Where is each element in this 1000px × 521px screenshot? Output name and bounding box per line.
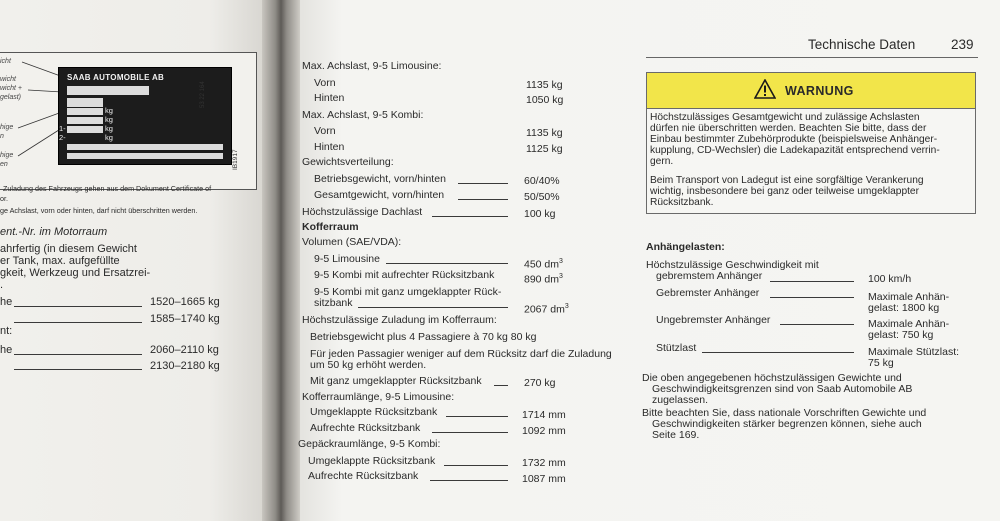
row-value: 1520–1665 kg [150, 296, 220, 308]
warning-box [646, 72, 976, 214]
row-value: 100 kg [524, 208, 556, 220]
row-label: Aufrechte Rücksitzbank [308, 470, 419, 482]
row-value: Maximale Anhän- [868, 291, 950, 303]
warning-line: kupplung, CD-Wechsler) die Ladekapazität entsprechend verrin- [650, 145, 940, 156]
row-label: Mit ganz umgeklappter Rücksitzbank [310, 375, 482, 387]
axle-mark: 2- [59, 133, 66, 142]
row-label: Stützlast [656, 342, 697, 354]
row-value: 60/40% [524, 175, 560, 187]
warning-triangle-icon [754, 79, 776, 99]
plate-field [67, 86, 149, 95]
payload-title: Höchstzulässige Zuladung im Kofferraum: [302, 314, 497, 326]
plate-code-vertical: 53 22 164 [200, 81, 206, 108]
plate-kg-label: kg [105, 124, 113, 133]
row-value: 1135 kg [526, 79, 563, 91]
plate-kg-label: kg [105, 133, 113, 142]
row-label: Vorn [314, 77, 336, 89]
axle-limo-title: Max. Achslast, 9-5 Limousine: [302, 60, 442, 72]
row-value: 1135 kg [526, 127, 563, 139]
warning-line: Höchstzulässiges Gesamtgewicht und zulässige Achslasten [650, 112, 920, 123]
callout-fragment: en [0, 161, 8, 168]
plate-field [67, 98, 103, 107]
length-limo-title: Kofferraumlänge, 9-5 Limousine: [302, 391, 455, 403]
row-label: Höchstzulässige Dachlast [302, 206, 423, 218]
note-line: Bitte beachten Sie, dass nationale Vorschriften Gewichte und [642, 407, 927, 419]
callout-fragment: gelast) [0, 94, 22, 101]
row-value: 1585–1740 kg [150, 313, 220, 325]
distribution-title: Gewichtsverteilung: [302, 156, 394, 168]
warning-title: WARNUNG [785, 84, 854, 98]
row-label: 9-5 Limousine [314, 253, 380, 265]
note-line: zugelassen. [652, 394, 709, 406]
left-page [0, 0, 262, 521]
volume-value: 890 $dm^3$ [524, 273, 563, 286]
row-label: gebremstem Anhänger [656, 270, 763, 282]
para-line: . [0, 279, 4, 291]
callout-fragment: wicht [0, 76, 16, 83]
note-line: Seite 169. [652, 429, 700, 441]
row-value: 2130–2180 kg [150, 360, 220, 372]
row-value: 270 kg [524, 377, 556, 389]
warning-line: dürfen nie überschritten werden. Beachten Sie bitte, dass der [650, 123, 927, 134]
trailer-heading: Anhängelasten: [646, 241, 725, 253]
section-title: Technische Daten [808, 37, 916, 52]
row-label: he [0, 296, 13, 308]
payload-line: Betriebsgewicht plus 4 Passagiere à 70 kg 80 kg [310, 331, 537, 343]
row-label: Umgeklappte Rücksitzbank [308, 455, 436, 467]
row-value: 2060–2110 kg [150, 344, 219, 356]
row-label: nt: [0, 325, 13, 337]
volume-title: Volumen (SAE/VDA): [302, 236, 402, 248]
note-text: or. [0, 194, 8, 203]
figure-ref-vertical: IB1917 [232, 149, 239, 170]
row-value: Maximale Stützlast: [868, 346, 960, 358]
row-value: 1714 mm [522, 409, 566, 421]
row-value: 1050 kg [526, 94, 564, 106]
payload-line: um 50 kg erhöht werden. [310, 359, 427, 371]
warning-line: Einbau bestimmter Zubehörprodukte (beispielsweise Anhänger- [650, 134, 938, 145]
row-label: Hinten [314, 92, 345, 104]
note-line: Die oben angegebenen höchstzulässigen Gewichte und [642, 372, 902, 384]
plate-field [67, 153, 223, 159]
row-label: Betriebsgewicht, vorn/hinten [314, 173, 446, 185]
row-value: 1125 kg [526, 143, 563, 155]
row-label: Vorn [314, 125, 336, 137]
row-value: gelast: 750 kg [868, 329, 934, 341]
plate-field [67, 144, 223, 150]
row-label: he [0, 344, 13, 356]
length-kombi-title: Gepäckraumlänge, 9-5 Kombi: [298, 438, 441, 450]
volume-value: 2067 $dm^3$ [524, 303, 569, 316]
warning-line: Rücksitzbank. [650, 197, 714, 208]
row-label: Aufrechte Rücksitzbank [310, 422, 421, 434]
callout-fragment: hige [0, 152, 14, 159]
row-label: 9-5 Kombi mit ganz umgeklappter Rück- [314, 286, 502, 298]
note-line: Geschwindigkeitsgrenzen sind von Saab Automobile AB [652, 383, 913, 395]
row-label: sitzbank [314, 297, 353, 309]
callout-fragment: wicht + [0, 85, 22, 92]
warning-line: wichtig, insbesondere bei ganz oder teilweise umgeklappter [650, 186, 919, 197]
warning-line: Beim Transport von Ladegut ist eine sorgfältige Verankerung [650, 175, 924, 186]
row-value: 100 km/h [868, 273, 912, 285]
callout-fragment: hige [0, 124, 14, 131]
plate-kg-label: kg [105, 115, 113, 124]
row-value: 1092 mm [522, 425, 566, 437]
row-label: Umgeklappte Rücksitzbank [310, 406, 438, 418]
row-value: 75 kg [868, 357, 894, 369]
warning-header [647, 73, 975, 109]
axle-mark: 1- [59, 124, 66, 133]
row-label: Ungebremster Anhänger [656, 314, 771, 326]
callout-fragment: icht [0, 58, 11, 65]
row-label: 9-5 Kombi mit aufrechter Rücksitzbank [314, 269, 495, 281]
section-heading: ent.-Nr. im Motorraum [0, 226, 108, 238]
note-text: Zuladung des Fahrzeugs gehen aus dem Dokument Certificate of [3, 184, 212, 193]
axle-kombi-title: Max. Achslast, 9-5 Kombi: [302, 109, 424, 121]
page-number: 239 [951, 37, 974, 52]
plate-field [67, 108, 103, 115]
warning-line: gern. [650, 156, 674, 167]
row-label: Hinten [314, 141, 345, 153]
para-line: gkeit, Werkzeug und Ersatzrei- [0, 267, 151, 279]
trunk-heading: Kofferraum [302, 221, 359, 233]
note-text: ge Achslast, vorn oder hinten, darf nicht überschritten werden. [0, 206, 198, 215]
row-value: Maximale Anhän- [868, 318, 950, 330]
plate-kg-label: kg [105, 106, 113, 115]
plate-brand: SAAB AUTOMOBILE AB [67, 73, 165, 82]
volume-value: 450 $dm^3$ [524, 258, 563, 271]
plate-field [67, 126, 103, 133]
row-label: Höchstzulässige Geschwindigkeit mit [646, 259, 819, 271]
row-value: 1087 mm [522, 473, 566, 485]
row-label: Gesamtgewicht, vorn/hinten [314, 189, 445, 201]
note-line: Geschwindigkeiten stärker begrenzen können, siehe auch [652, 418, 922, 430]
row-value: 1732 mm [522, 457, 566, 469]
callout-fragment: n [0, 133, 4, 140]
para-line: ahrfertig (in diesem Gewicht [0, 243, 137, 255]
row-label: Gebremster Anhänger [656, 287, 760, 299]
book-gutter [262, 0, 300, 521]
payload-line: Für jeden Passagier weniger auf dem Rücksitz darf die Zuladung [310, 348, 612, 360]
plate-field [67, 117, 103, 124]
para-line: er Tank, max. aufgefüllte [0, 255, 120, 267]
row-value: gelast: 1800 kg [868, 302, 940, 314]
row-value: 50/50% [524, 191, 560, 203]
